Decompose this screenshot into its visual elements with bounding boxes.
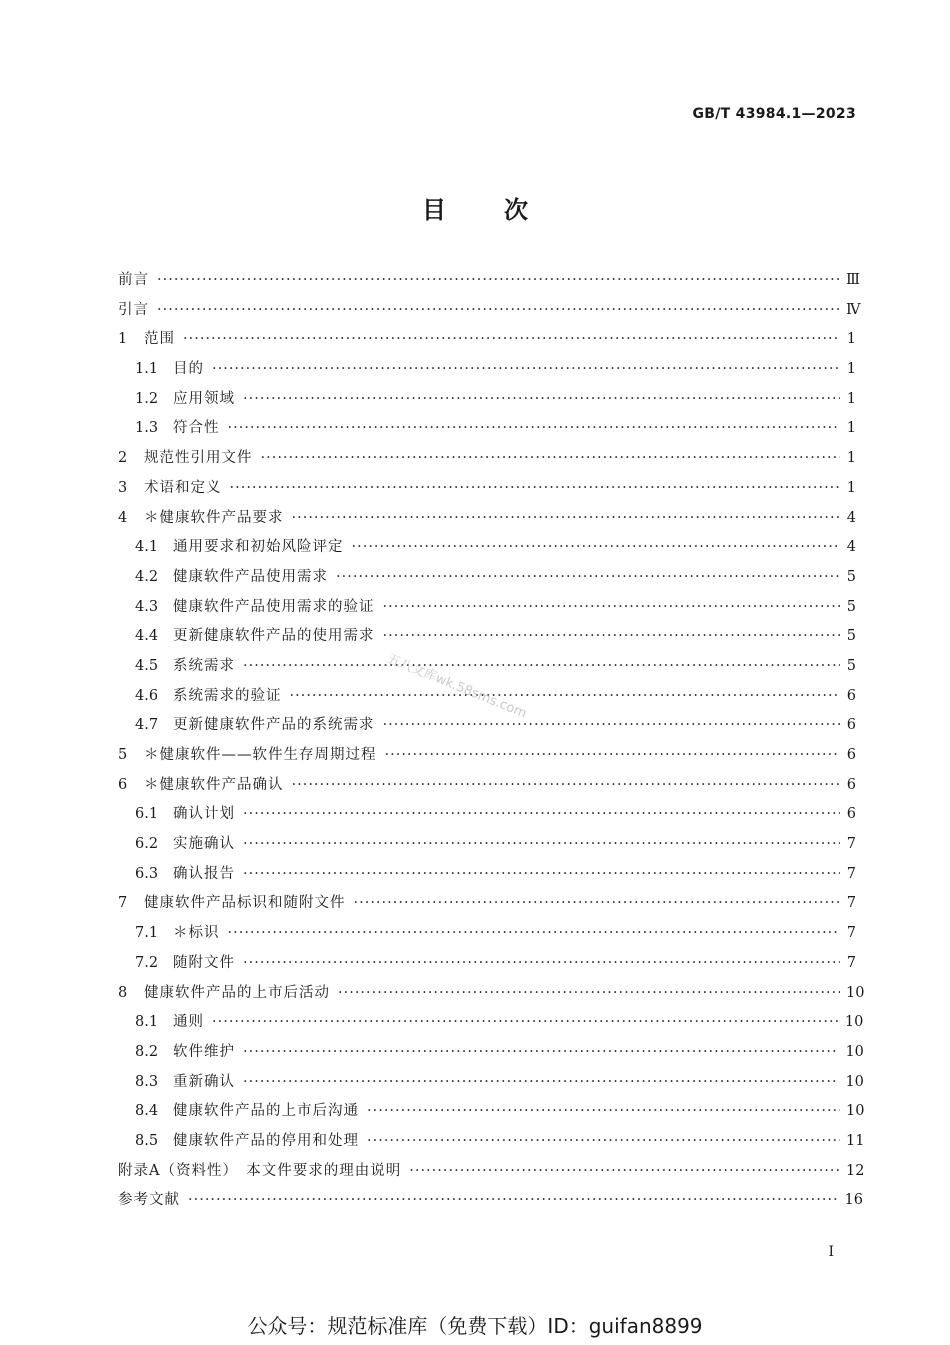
- toc-entry-label: ＊健康软件产品要求: [144, 509, 284, 526]
- toc-leader-dots: [228, 414, 841, 444]
- toc-entry-page: 10: [845, 1073, 864, 1090]
- toc-entry-label: 健康软件产品的停用和处理: [173, 1132, 359, 1149]
- toc-entry-page: 7: [846, 895, 856, 912]
- toc-entry-number: 3: [118, 479, 128, 496]
- toc-entry[interactable]: [118, 919, 856, 949]
- toc-entry-page: 12: [846, 1162, 865, 1179]
- toc-entry-label: 术语和定义: [144, 479, 222, 496]
- toc-entry-label: 应用领域: [173, 390, 235, 407]
- toc-entry-label: ＊标识: [173, 925, 220, 942]
- toc-entry[interactable]: [118, 325, 856, 355]
- page-title: 目次: [422, 195, 586, 224]
- toc-leader-dots: [409, 1157, 840, 1187]
- toc-entry-label: 确认报告: [173, 865, 235, 882]
- toc-entry-label: 确认计划: [173, 806, 235, 823]
- toc-entry[interactable]: [118, 593, 856, 623]
- toc-entry[interactable]: [118, 949, 856, 979]
- toc-entry-label: 软件维护: [173, 1043, 235, 1060]
- toc-entry-label: 规范性引用文件: [144, 450, 253, 467]
- toc-entry-page: 10: [846, 1103, 865, 1120]
- toc-entry-label: ＊健康软件——软件生存周期过程: [144, 747, 377, 763]
- toc-entry-page: 4: [846, 509, 856, 526]
- toc-entry-label: 引言: [118, 301, 149, 318]
- toc-entry-number: 6.2: [135, 836, 159, 853]
- toc-entry[interactable]: [118, 563, 856, 593]
- toc-entry-label: 实施确认: [173, 836, 235, 853]
- toc-entry[interactable]: [118, 860, 856, 890]
- toc-entry[interactable]: [118, 1068, 864, 1098]
- toc-entry[interactable]: [118, 1097, 865, 1127]
- toc-entry-label: 参考文献: [118, 1192, 180, 1209]
- toc-leader-dots: [230, 474, 841, 504]
- toc-leader-dots: [383, 622, 841, 652]
- toc-entry-number: 4: [118, 509, 128, 526]
- toc-leader-dots: [336, 563, 840, 593]
- toc-entry-number: 8.5: [135, 1132, 159, 1149]
- toc-entry-page: 10: [844, 1014, 864, 1031]
- toc-entry-number: 7: [118, 895, 128, 912]
- toc-entry-page: 6: [846, 776, 856, 793]
- toc-entry-label: 更新健康软件产品的使用需求: [173, 628, 375, 645]
- toc-entry-number: 8: [118, 984, 128, 1001]
- toc-leader-dots: [212, 1008, 839, 1038]
- toc-entry-page: Ⅳ: [846, 301, 861, 318]
- toc-entry[interactable]: [118, 800, 856, 830]
- toc-entry[interactable]: [118, 355, 856, 385]
- toc-entry-label: 附录A（资料性） 本文件要求的理由说明: [118, 1162, 402, 1179]
- toc-entry-label: 目的: [173, 361, 204, 378]
- toc-entry-number: 7.2: [135, 954, 159, 971]
- toc-entry-page: 7: [846, 954, 856, 971]
- watermark: 五八文库wk.58sms.com: [384, 651, 529, 722]
- toc-leader-dots: [243, 1068, 839, 1098]
- toc-entry-page: 5: [846, 598, 856, 615]
- toc-leader-dots: [385, 741, 841, 771]
- toc-entry[interactable]: [118, 1008, 864, 1038]
- toc-entry-number: 1.3: [135, 420, 159, 437]
- toc-leader-dots: [338, 979, 840, 1009]
- toc-leader-dots: [183, 325, 840, 355]
- toc-entry[interactable]: [118, 504, 856, 534]
- toc-entry[interactable]: [118, 1038, 864, 1068]
- toc-entry-number: 7.1: [135, 925, 159, 942]
- toc-entry-page: 10: [846, 984, 865, 1001]
- toc-leader-dots: [383, 711, 841, 741]
- toc-leader-dots: [354, 889, 841, 919]
- toc-entry-label: 健康软件产品的上市后活动: [144, 984, 330, 1001]
- toc-leader-dots: [352, 533, 841, 563]
- toc-entry[interactable]: [118, 1157, 865, 1187]
- toc-leader-dots: [243, 1038, 839, 1068]
- toc-entry-page: 6: [846, 747, 856, 763]
- toc-entry[interactable]: [118, 622, 856, 652]
- toc-entry-page: 6: [846, 687, 856, 704]
- toc-entry-label: 随附文件: [173, 954, 235, 971]
- toc-entry-page: Ⅲ: [846, 272, 860, 288]
- toc-entry-page: 7: [846, 925, 856, 942]
- toc-entry-number: 4.7: [135, 717, 159, 734]
- toc-entry-page: 1: [846, 479, 856, 496]
- toc-entry-label: 健康软件产品标识和随附文件: [144, 895, 346, 912]
- toc-entry-page: 1: [846, 331, 856, 348]
- toc-entry-page: 7: [846, 865, 856, 882]
- toc-leader-dots: [243, 652, 840, 682]
- toc-entry-label: 健康软件产品的上市后沟通: [173, 1103, 359, 1120]
- toc-leader-dots: [292, 504, 841, 534]
- toc-entry-number: 4.5: [135, 657, 159, 674]
- table-of-contents: [118, 266, 865, 1216]
- toc-entry[interactable]: [118, 741, 856, 771]
- toc-leader-dots: [243, 830, 840, 860]
- toc-entry-page: 1: [846, 420, 856, 437]
- toc-entry-number: 4.4: [135, 628, 159, 645]
- toc-entry-number: 6.3: [135, 865, 159, 882]
- standard-code: GB/T 43984.1—2023: [692, 106, 856, 122]
- toc-entry[interactable]: [118, 652, 856, 682]
- toc-entry-label: 健康软件产品使用需求: [173, 568, 328, 585]
- toc-leader-dots: [188, 1186, 839, 1216]
- toc-entry-number: 2: [118, 450, 128, 467]
- toc-entry[interactable]: [118, 889, 856, 919]
- toc-entry[interactable]: [118, 474, 856, 504]
- toc-entry-label: 健康软件产品使用需求的验证: [173, 598, 375, 615]
- toc-leader-dots: [261, 444, 841, 474]
- toc-entry-page: 5: [846, 657, 856, 674]
- toc-entry-page: 6: [846, 717, 856, 734]
- toc-entry-label: 系统需求: [173, 657, 235, 674]
- toc-entry[interactable]: [118, 385, 856, 415]
- toc-entry[interactable]: [118, 266, 860, 296]
- toc-entry-label: 符合性: [173, 420, 220, 437]
- toc-entry-page: 1: [846, 361, 856, 378]
- page-number: Ⅰ: [828, 1244, 834, 1260]
- toc-leader-dots: [243, 800, 840, 830]
- toc-entry-number: 4.1: [135, 539, 159, 556]
- toc-entry-label: ＊健康软件产品确认: [144, 776, 284, 793]
- toc-entry-page: 11: [846, 1132, 865, 1149]
- toc-leader-dots: [367, 1127, 840, 1157]
- footer-text: 公众号：规范标准库（免费下载）ID：guifan8899: [247, 1314, 703, 1338]
- toc-entry-number: 1.1: [135, 361, 159, 378]
- toc-entry[interactable]: [118, 979, 865, 1009]
- toc-entry-number: 5: [118, 747, 128, 763]
- toc-leader-dots: [157, 296, 840, 326]
- toc-entry-label: 系统需求的验证: [173, 687, 282, 704]
- toc-entry-number: 8.3: [135, 1073, 159, 1090]
- toc-entry-label: 更新健康软件产品的系统需求: [173, 717, 375, 734]
- toc-leader-dots: [228, 919, 841, 949]
- toc-entry[interactable]: [118, 444, 856, 474]
- toc-entry-label: 通则: [173, 1014, 204, 1031]
- toc-entry-number: 8.4: [135, 1103, 159, 1120]
- toc-entry-number: 4.6: [135, 687, 159, 704]
- toc-entry-page: 16: [844, 1192, 863, 1209]
- toc-entry-number: 1.2: [135, 390, 159, 407]
- toc-entry-label: 范围: [144, 331, 175, 348]
- toc-leader-dots: [290, 682, 841, 712]
- toc-entry[interactable]: [118, 830, 856, 860]
- toc-entry[interactable]: [118, 711, 856, 741]
- toc-entry-page: 1: [846, 450, 856, 467]
- toc-leader-dots: [243, 949, 840, 979]
- toc-entry-number: 8.2: [135, 1043, 159, 1060]
- toc-entry-label: 通用要求和初始风险评定: [173, 539, 344, 556]
- toc-entry-number: 4.3: [135, 598, 159, 615]
- toc-leader-dots: [243, 860, 840, 890]
- toc-entry-number: 8.1: [135, 1014, 159, 1031]
- toc-entry-page: 7: [846, 836, 856, 853]
- toc-entry-label: 重新确认: [173, 1073, 235, 1090]
- toc-entry-page: 10: [845, 1043, 864, 1060]
- toc-leader-dots: [212, 355, 840, 385]
- toc-entry-number: 1: [118, 331, 128, 348]
- toc-entry[interactable]: [118, 296, 861, 326]
- toc-entry-page: 5: [846, 568, 856, 585]
- toc-entry[interactable]: [118, 771, 856, 801]
- toc-entry-number: 4.2: [135, 568, 159, 585]
- toc-leader-dots: [383, 593, 841, 623]
- toc-entry-label: 前言: [118, 272, 149, 288]
- toc-entry[interactable]: [118, 1186, 863, 1216]
- toc-entry-number: 6: [118, 776, 128, 793]
- toc-entry-number: 6.1: [135, 806, 159, 823]
- toc-entry-page: 1: [846, 390, 856, 407]
- toc-entry[interactable]: [118, 1127, 865, 1157]
- toc-leader-dots: [157, 266, 840, 296]
- toc-entry[interactable]: [118, 533, 856, 563]
- toc-entry[interactable]: [118, 414, 856, 444]
- toc-leader-dots: [292, 771, 841, 801]
- toc-entry-page: 5: [846, 628, 856, 645]
- toc-entry-page: 6: [846, 806, 856, 823]
- toc-leader-dots: [367, 1097, 840, 1127]
- toc-leader-dots: [243, 385, 840, 415]
- toc-entry-page: 4: [846, 539, 856, 556]
